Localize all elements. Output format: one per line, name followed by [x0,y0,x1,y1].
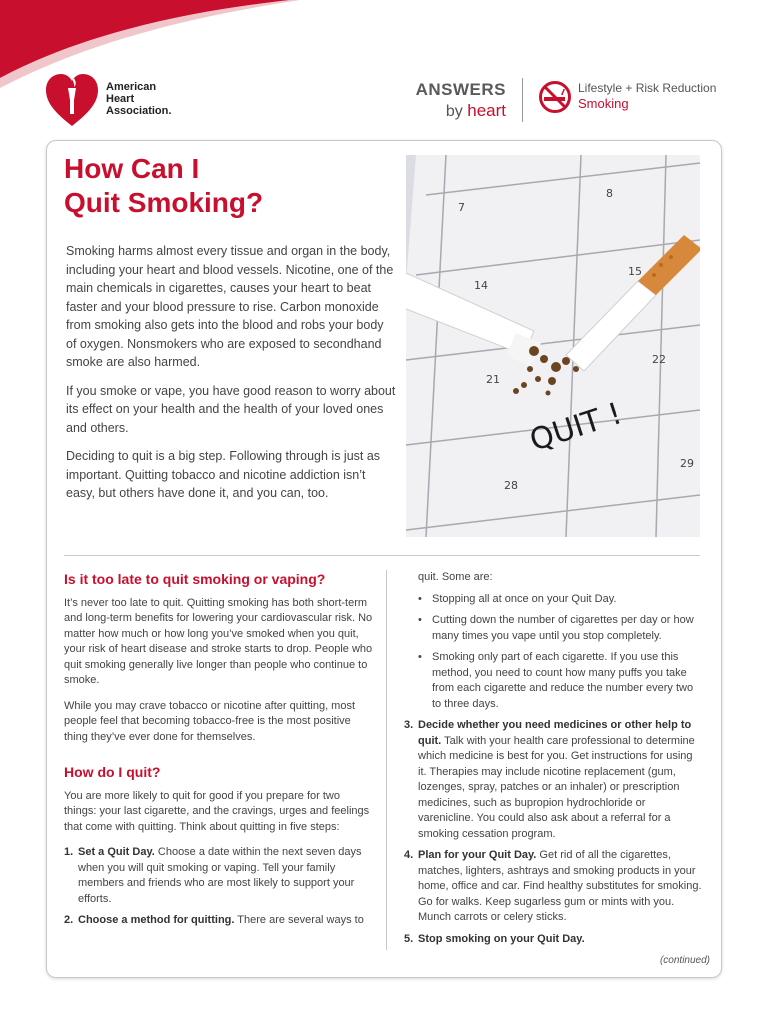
date-29: 29 [680,457,694,470]
step-5-title: Stop smoking on your Quit Day. [418,932,585,945]
step-1-text: Choose a date within the next seven days when you will quit smoking or vaping. Tell your family members and friends who are most likely to support your efforts. [78,846,362,905]
date-8: 8 [606,187,613,200]
answers-heart-word: heart [467,101,506,120]
header-divider [522,78,523,122]
step-1 [64,845,374,907]
step-2-text: There are several ways to [234,914,364,926]
step-3 [404,718,704,842]
topic-subcategory: Smoking [578,96,629,111]
step-2-title: Choose a method for quitting. [78,914,235,926]
step-1-number: 1. [64,846,74,858]
heading-too-late: Is it too late to quit smoking or vaping? [64,571,326,587]
logo-wordmark [106,81,171,117]
quit-handwriting: QUIT ! [525,396,627,459]
step-5-number: 5. [404,932,414,945]
method-bullet [404,613,704,644]
logo-line-3: Association. [106,105,172,117]
step-4-number: 4. [404,849,414,861]
date-14: 14 [474,279,488,292]
method-text: Smoking only part of each cigarette. If you use this method, you need to count how many puffs you take from each cigarette and reduce the number every two to three days. [432,651,694,710]
step-2-number: 2. [64,914,74,926]
step-3-number: 3. [404,719,414,731]
topic-label [538,80,716,114]
bullet-dot: • [418,651,422,663]
step-4 [404,848,704,926]
quit-methods-list [404,592,704,713]
answers-by-line [400,101,506,121]
bullet-dot: • [418,614,422,626]
date-7: 7 [458,201,465,214]
no-smoking-icon [538,80,572,114]
title-line-1: How Can I [64,153,200,184]
date-15: 15 [628,265,642,278]
heart-torch-icon [44,70,100,128]
logo-line-2: Heart [106,93,135,105]
title-line-2: Quit Smoking? [64,187,264,218]
intro-paragraph-2: If you smoke or vape, you have good reason to worry about its effect on your health and the health of your loved ones and others. [66,383,396,435]
step-2 [64,913,374,929]
step-3-title: Decide whether you need medicines or other help to quit. [418,719,692,747]
answers-title: ANSWERS [415,80,506,99]
logo-line-1: American [106,81,157,93]
bullet-dot: • [418,592,422,605]
method-bullet [404,592,704,608]
step-1-title: Set a Quit Day. [78,846,155,858]
column-divider [386,570,387,950]
steps-list-left [64,845,374,929]
step-5 [404,932,704,948]
aha-logo[interactable] [44,70,171,128]
answers-by-word: by [445,103,463,120]
step-3-text: Talk with your health care professional to determine which medicine is best for you. Get instructions for using it. Therapies may include nicotine replacement (gum, lozenges, spray, patches or an inhaler) or prescription medicines, such as bupropion hydrochloride or varenicline. You could also ask about a referral for a smoking cessation program. [418,734,695,840]
date-22: 22 [652,353,666,366]
date-28: 28 [504,479,518,492]
heading-how-quit: How do I quit? [64,764,161,780]
page-title [64,152,263,220]
answers-by-heart-brand [400,80,506,121]
intro-paragraph-3: Deciding to quit is a big step. Following through is just as important. Quitting tobacco and nicotine addiction isn’t easy, but others have done it, and you can, too. [66,449,381,500]
topic-category: Lifestyle + Risk Reduction [578,81,717,95]
calendar-cigarette-photo [406,155,700,537]
method-bullet [404,650,704,712]
too-late-paragraph-1: It’s never too late to quit. Quitting smoking has both short-term and long-term benefits for lowering your cardiovascular risk. No matter how much or how long you’ve smoked when you quit, your risk of heart disease and stroke starts to drop. People who quit smoking generally live longer than people who continue to smoke. [64,596,373,686]
continued-note: (continued) [659,955,710,966]
how-quit-paragraph: You are more likely to quit for good if you prepare for two things: your last cigarette, and the cravings, urges and feelings that come with quitting. Think about quitting in five steps: [64,789,370,833]
method-text: Cutting down the number of cigarettes per day or how many times you vape until you stop completely. [432,614,694,642]
section-divider [64,555,700,556]
step-2-continuation: quit. Some are: [418,571,493,583]
step-4-text: Get rid of all the cigarettes, matches, lighters, ashtrays and smoking products in your home, office and car. Find healthy substitutes for smoking. Go for walks. Keep sugarless gum or mints with you. Munch carrots or celery sticks. [418,849,702,923]
intro-paragraph-1: Smoking harms almost every tissue and organ in the body, including your heart and blood vessels. Nicotine, one of the main chemicals in cigarettes, causes your heart to beat faster and your blood pressure to rise. Carbon monoxide from smoking also gets into the blood and robs your body of oxygen. Nonsmokers who are exposed to secondhand smoke are also harmed. [66,244,394,369]
right-column [404,570,704,953]
left-column [64,572,374,935]
intro-text [66,242,396,513]
step-4-title: Plan for your Quit Day. [418,849,537,861]
method-text: Stopping all at once on your Quit Day. [432,592,617,605]
steps-list-right [404,718,704,947]
too-late-paragraph-2: While you may crave tobacco or nicotine after quitting, most people feel that becoming tobacco-free is the most positive thing they’ve ever done for themselves. [64,699,356,743]
date-21: 21 [486,373,500,386]
